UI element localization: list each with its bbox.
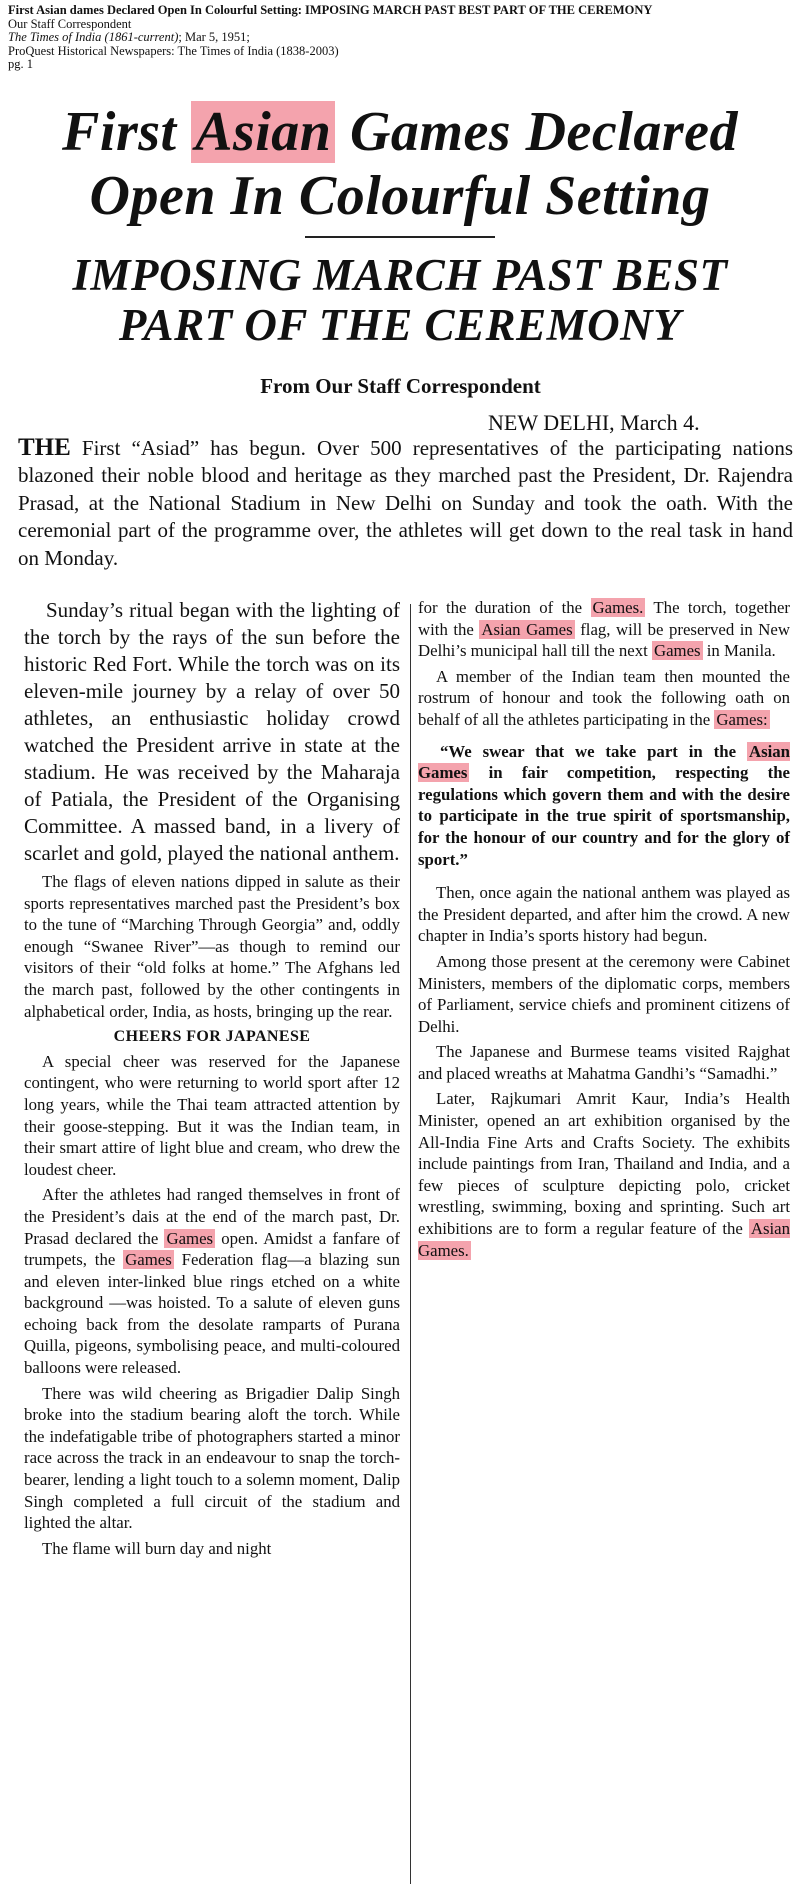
search-highlight: Games	[653, 641, 701, 661]
right-paragraph-1	[418, 597, 790, 662]
search-highlight: Games	[166, 1228, 214, 1248]
lead-drop-cap: THE	[18, 434, 71, 461]
left-paragraph-3: A special cheer was reserved for the Japanese contingent, who were returning to world sport after 12 long years, while the Thai team attracted attention by their goose-stepping. But it was the Indian team, in their smart attire of light blue and cream, who drew the loudest cheer.	[24, 1051, 400, 1179]
left-paragraph-6: The flame will burn day and night	[42, 1538, 272, 1558]
text-run: in Manila.	[702, 641, 776, 661]
right-paragraph-2	[418, 666, 790, 731]
text-run: Federation flag—a blazing sun and eleven inter-linked blue rings etched on a white background —was hoisted. To a salute of eleven guns echoing back from the desolate ramparts of Purana Quilla, pigeons, symbolising peace, and multi-coloured balloons were released.	[24, 1250, 400, 1378]
text-run: The torch, together with the	[418, 598, 791, 639]
text-run: A member of the Indian team then mounted the rostrum of honour and took the following oath on behalf of all the athletes participating in the	[418, 666, 790, 729]
citation-source	[8, 31, 798, 45]
lead-paragraph	[18, 434, 793, 572]
citation-header	[8, 4, 798, 72]
search-highlight: Games	[125, 1250, 172, 1270]
left-paragraph-1: Sunday’s ritual began with the lighting of the torch by the rays of the sun before the historic Red Fort. While the torch was on its eleven-mile journey by a relay of over 50 athletes, an enthusiastic holiday crowd watched the President arrive in state at the stadium. He was received by the Maharaja of Patiala, the President of the Organising Committee. A massed band, in a livery of scarlet and gold, played the national anthem.	[24, 598, 400, 865]
search-highlight: Games.	[592, 598, 644, 617]
subheadline-line-2: PART OF THE CEREMONY	[118, 300, 682, 350]
byline: From Our Staff Correspondent	[260, 374, 541, 398]
headline-line-1	[10, 102, 790, 162]
search-highlight: Asian Games.	[418, 1219, 790, 1260]
right-paragraph-5: The Japanese and Burmese teams visited Rajghat and placed wreaths at Mahatma Gandhi’s “Samadhi.”	[418, 1042, 790, 1083]
citation-date: ; Mar 5, 1951;	[178, 30, 250, 45]
search-highlight: Games:	[716, 709, 768, 729]
dateline: NEW DELHI, March 4.	[488, 410, 700, 435]
oath-quote	[418, 741, 790, 871]
subhead-cheers: CHEERS FOR JAPANESE	[113, 1028, 311, 1046]
citation-database: ProQuest Historical Newspapers: The Times of India (1838-2003)	[8, 43, 339, 58]
citation-publication: The Times of India (1861-current)	[8, 30, 179, 45]
citation-author: Our Staff Correspondent	[8, 16, 132, 31]
headline-line-2: Open In Colourful Setting	[89, 165, 711, 227]
left-paragraph-2: The flags of eleven nations dipped in salute as their sports representatives marched past the President’s box to the tune of “Marching Through Georgia” and, oddly enough “Swanee River”—as though to remind our visitors of their “old folks at home.” The Afghans led the march past, followed by the other contingents in alphabetical order, India, as hosts, bringing up the rear.	[24, 872, 400, 1021]
text-run: After the athletes had ranged themselves in front of the President’s dais at the end of the march past, Dr. Prasad declared the	[24, 1185, 400, 1248]
right-paragraph-3: Then, once again the national anthem was played as the President departed, and after him the crowd. A new chapter in India’s sports history had begun.	[418, 883, 790, 946]
text-run: in fair competition, respecting the regulations which govern them and with the desire to participate in the true spirit of sportsmanship, for the honour of our country and for the glory of sport.”	[418, 763, 790, 869]
subheadline-line-1: IMPOSING MARCH PAST BEST	[72, 250, 728, 300]
left-paragraph-5: There was wild cheering as Brigadier Dalip Singh broke into the stadium bearing aloft the torch. While the indefatigable tribe of photographers started a minor race across the track in an endeavour to snap the torch-bearer, lending a light touch to a solemn moment, Dalip Singh completed a full circuit of the stadium and lighted the altar.	[24, 1383, 400, 1533]
lead-text: First “Asiad” has begun. Over 500 representatives of the participating nations blazoned their noble blood and heritage as they marched past the President, Dr. Rajendra Prasad, at the National Stadium in New Delhi on Sunday and took the oath. With the ceremonial part of the programme over, the athletes will get down to the real task in hand on Monday.	[18, 436, 793, 570]
text-run: flag, will be preserved in New Delhi’s municipal hall till the next	[418, 619, 790, 661]
search-highlight: Asian Games	[418, 741, 790, 783]
right-paragraph-4: Among those present at the ceremony were Cabinet Ministers, members of the diplomatic corps, members of Parliament, service chiefs and prominent citizens of Delhi.	[418, 951, 790, 1036]
headline-text-1a: First	[62, 101, 192, 163]
right-column	[418, 597, 790, 1265]
left-paragraph-4	[24, 1184, 400, 1378]
left-column	[24, 597, 400, 1563]
text-run: Later, Rajkumari Amrit Kaur, India’s Health Minister, opened an art exhibition organised by the All-India Fine Arts and Crafts Society. The exhibits include paintings from Iran, Thailand and India, and a few pieces of sculpture depicting polo, cricket wrestling, swimming, boxing and sprinting. Such art exhibitions are to form a regular feature of the	[418, 1089, 790, 1239]
right-paragraph-6	[418, 1088, 790, 1261]
headline-text-1b: Games Declared	[335, 101, 738, 163]
text-run: “We swear that we take part in the	[440, 741, 747, 761]
search-highlight: Asian Games	[481, 619, 573, 639]
citation-title: First Asian dames Declared Open In Colourful Setting: IMPOSING MARCH PAST BEST PART OF THE CEREMONY	[8, 4, 653, 17]
headline-highlight: Asian	[191, 101, 335, 163]
text-run: open. Amidst a fanfare of trumpets, the	[24, 1228, 401, 1270]
column-rule	[410, 604, 411, 1884]
headline-divider	[305, 236, 495, 238]
citation-page: pg. 1	[8, 57, 33, 72]
text-run: for the duration of the	[418, 598, 591, 617]
